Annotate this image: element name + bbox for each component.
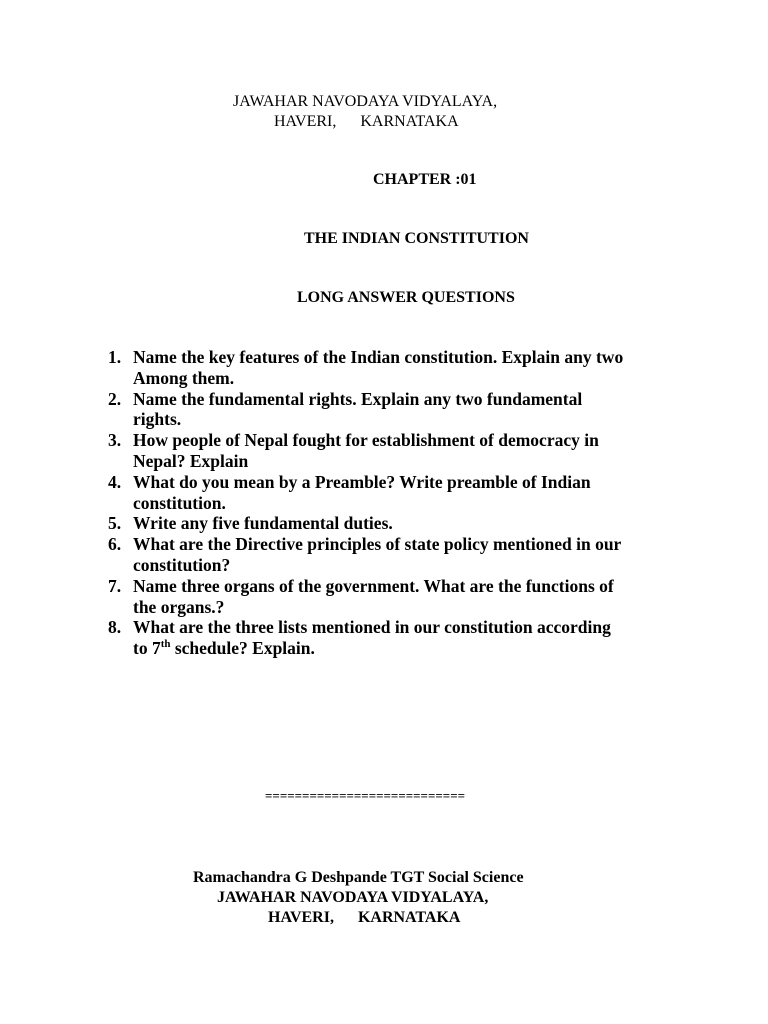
question-text-line: What are the Directive principles of state policy mentioned in our xyxy=(133,534,622,555)
question-text-fragment: to 7 xyxy=(133,638,161,659)
chapter-number: CHAPTER :01 xyxy=(373,171,477,188)
question-text-line: Name three organs of the government. What are the functions of xyxy=(133,575,614,596)
question-number: 7. xyxy=(108,575,122,596)
question-text-line-with-superscript xyxy=(133,638,708,659)
question-text-line: Name the key features of the Indian constitution. Explain any two xyxy=(133,347,624,367)
question-text-line: rights. xyxy=(133,409,182,430)
question-item xyxy=(108,576,708,618)
question-number: 6. xyxy=(108,534,122,555)
question-item xyxy=(108,389,708,431)
header-school-name: JAWAHAR NAVODAYA VIDYALAYA, xyxy=(233,93,498,110)
question-item xyxy=(108,430,708,472)
question-item xyxy=(108,472,708,514)
question-item xyxy=(108,534,708,576)
question-text-line: Among them. xyxy=(133,367,235,388)
question-text-line: constitution? xyxy=(133,554,231,575)
question-text-line: What are the three lists mentioned in our constitution according xyxy=(133,617,611,638)
question-text-line: Name the fundamental rights. Explain any two fundamental xyxy=(133,388,583,409)
ordinal-superscript: th xyxy=(160,638,171,651)
question-item xyxy=(108,513,708,534)
question-text-line: the organs.? xyxy=(133,596,225,617)
chapter-title: THE INDIAN CONSTITUTION xyxy=(304,230,529,247)
question-text-line: How people of Nepal fought for establishment of democracy in xyxy=(133,430,599,451)
question-text-line: Write any five fundamental duties. xyxy=(133,513,393,534)
footer-school-location: HAVERI, KARNATAKA xyxy=(268,909,461,926)
question-item xyxy=(108,347,708,389)
question-list xyxy=(108,347,708,659)
divider-line: =========================== xyxy=(265,788,466,803)
section-heading: LONG ANSWER QUESTIONS xyxy=(297,289,515,306)
question-number: 1. xyxy=(108,347,122,367)
question-number: 8. xyxy=(108,617,122,638)
question-text-line: Nepal? Explain xyxy=(133,450,249,471)
question-text-fragment: schedule? Explain. xyxy=(170,638,315,659)
header-school-location: HAVERI, KARNATAKA xyxy=(274,113,459,130)
question-number: 3. xyxy=(108,430,122,451)
question-number: 4. xyxy=(108,471,122,492)
question-text-line: constitution. xyxy=(133,492,226,513)
question-item xyxy=(108,617,708,659)
footer-school-name: JAWAHAR NAVODAYA VIDYALAYA, xyxy=(217,889,489,906)
question-number: 5. xyxy=(108,513,122,534)
question-text-line: What do you mean by a Preamble? Write preamble of Indian xyxy=(133,471,591,492)
footer-author: Ramachandra G Deshpande TGT Social Science xyxy=(193,869,524,886)
question-number: 2. xyxy=(108,388,122,409)
